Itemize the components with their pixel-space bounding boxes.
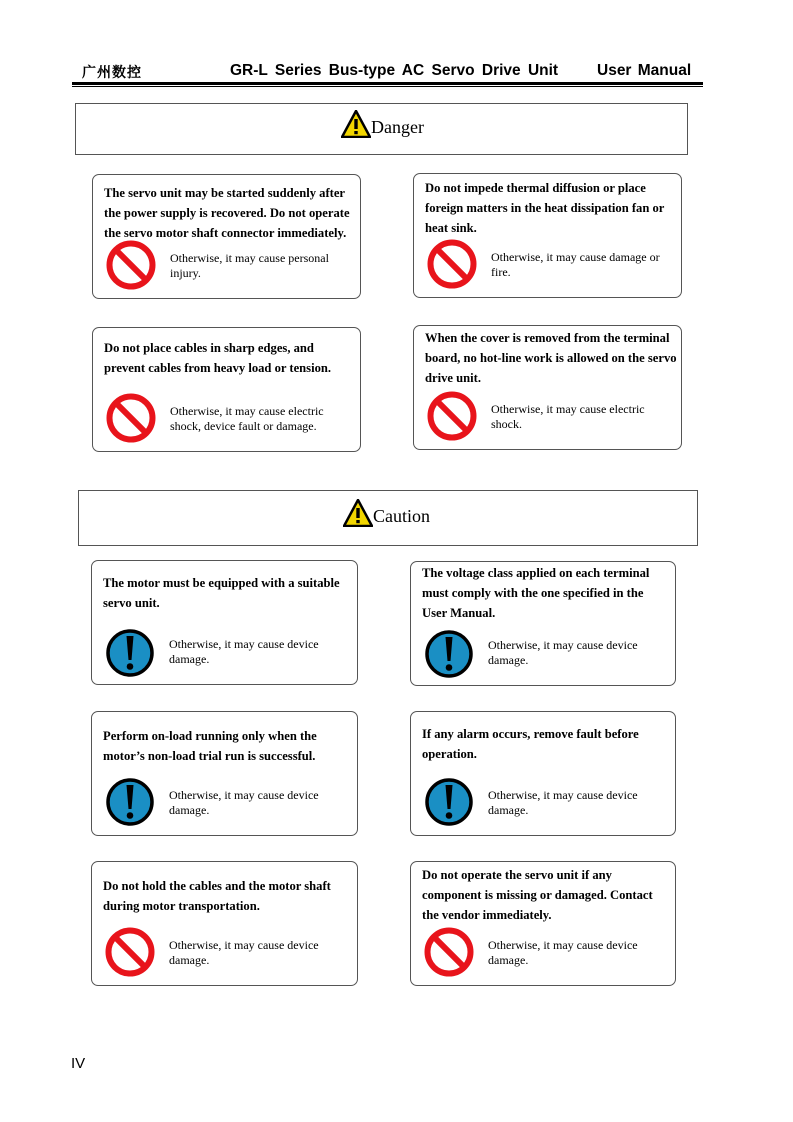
header-rule (72, 82, 703, 85)
notice-consequence: Otherwise, it may cause device damage. (488, 938, 638, 967)
notice-consequence: Otherwise, it may cause device damage. (488, 788, 638, 817)
warning-triangle-icon (343, 499, 373, 527)
notice-title: The voltage class applied on each terminal must comply with the one specified in the User Manual. (422, 566, 650, 620)
notice-consequence: Otherwise, it may cause device damage. (488, 638, 638, 667)
notice-consequence: Otherwise, it may cause device damage. (169, 637, 319, 666)
header-rule-thin (72, 86, 703, 87)
notice-title: The servo unit may be started suddenly after the power supply is recovered. Do not operate the servo motor shaft connector immediately. (104, 186, 350, 240)
warning-triangle-icon (341, 110, 371, 138)
notice-title: Do not impede thermal diffusion or place foreign matters in the heat dissipation fan or heat sink. (425, 181, 665, 235)
notice-title: If any alarm occurs, remove fault before operation. (422, 727, 639, 761)
prohibition-icon (426, 390, 478, 442)
danger-banner (75, 103, 688, 155)
exclamation-icon (104, 627, 156, 679)
prohibition-icon (105, 392, 157, 444)
caution-notice-box (91, 560, 358, 685)
exclamation-icon (423, 776, 475, 828)
document-title: GR-L Series Bus-type AC Servo Drive Unit (230, 62, 559, 79)
danger-notice-box (92, 174, 361, 299)
company-logo: 广州数控 (82, 65, 142, 81)
notice-consequence: Otherwise, it may cause personal injury. (170, 251, 329, 280)
danger-label: Danger (371, 117, 424, 137)
caution-notice-box (410, 861, 676, 986)
notice-title: When the cover is removed from the terminal board, no hot-line work is allowed on the servo drive unit. (425, 331, 677, 385)
notice-consequence: Otherwise, it may cause device damage. (169, 788, 319, 817)
danger-notice-box (413, 173, 682, 298)
prohibition-icon (104, 926, 156, 978)
notice-title: The motor must be equipped with a suitable servo unit. (103, 576, 340, 610)
notice-title: Do not place cables in sharp edges, and prevent cables from heavy load or tension. (104, 341, 332, 375)
prohibition-icon (423, 926, 475, 978)
document-type: User Manual (597, 62, 692, 79)
caution-notice-box (410, 561, 676, 686)
prohibition-icon (105, 239, 157, 291)
exclamation-icon (104, 776, 156, 828)
exclamation-icon (423, 628, 475, 680)
notice-title: Do not hold the cables and the motor shaft during motor transportation. (103, 879, 331, 913)
caution-notice-box (91, 861, 358, 986)
danger-notice-box (413, 325, 682, 450)
notice-consequence: Otherwise, it may cause damage or fire. (491, 250, 660, 279)
notice-title: Do not operate the servo unit if any component is missing or damaged. Contact the vendor immediately. (422, 868, 653, 922)
notice-consequence: Otherwise, it may cause device damage. (169, 938, 319, 967)
page-number: IV (71, 1055, 86, 1072)
caution-notice-box (410, 711, 676, 836)
caution-label: Caution (373, 506, 430, 526)
prohibition-icon (426, 238, 478, 290)
notice-consequence: Otherwise, it may cause electric shock. (491, 402, 645, 431)
danger-notice-box (92, 327, 361, 452)
caution-banner (78, 490, 698, 546)
notice-title: Perform on-load running only when the motor’s non-load trial run is successful. (103, 729, 317, 763)
caution-notice-box (91, 711, 358, 836)
notice-consequence: Otherwise, it may cause electric shock, device fault or damage. (170, 404, 324, 433)
